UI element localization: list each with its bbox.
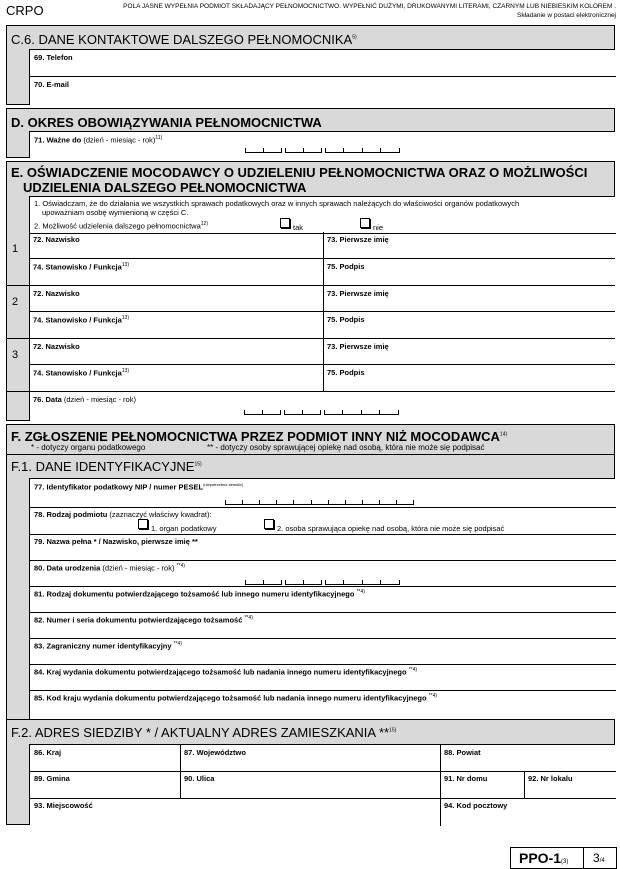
section-f2: [6, 719, 615, 825]
note-tax-authority: * - dotyczy organu podatkowego: [31, 443, 146, 452]
section-d-title: D. OKRES OBOWIĄZYWANIA PEŁNOMOCNICTWA: [11, 115, 322, 130]
field-72-surname-2[interactable]: 72. Nazwisko: [33, 289, 80, 298]
field-84-issuing-country[interactable]: 84. Kraj wydania dokumentu potwierdzającego tożsamość lub nadania innego numeru identyfikacyjnego $^{**4)}$: [34, 667, 418, 677]
form-code: CRPO: [6, 3, 44, 18]
form-instructions: [123, 2, 616, 20]
checkbox-no-label: nie: [373, 223, 384, 232]
instruction-line-2: Składanie w postaci elektronicznej: [517, 12, 616, 19]
date-month-76[interactable]: [284, 408, 321, 415]
field-93-city[interactable]: 93. Miejscowość: [34, 801, 93, 810]
page-number-box: [583, 847, 617, 869]
checkbox-guardian[interactable]: [264, 519, 274, 529]
section-c6: [6, 25, 615, 105]
field-75-signature-2[interactable]: 75. Podpis: [327, 315, 365, 324]
field-74-position-1[interactable]: 74. Stanowisko / Funkcja$^{13)}$: [33, 262, 130, 272]
field-85-country-code[interactable]: 85. Kod kraju wydania dokumentu potwierdzającego tożsamość lub nadania innego numeru identyfikacyjnego $^{**4)}$: [34, 693, 438, 703]
signer-row-1-number: 1: [12, 243, 19, 255]
field-69-phone[interactable]: 69. Telefon: [34, 53, 73, 62]
date-month-80[interactable]: [285, 578, 322, 585]
d-fields: [29, 131, 615, 158]
section-d: [6, 108, 615, 158]
field-83-foreign-id[interactable]: 83. Zagraniczny numer identyfikacyjny $^{**4)}$: [34, 641, 182, 651]
declaration-line-2: upoważniam osobę wymienioną w części C.: [42, 208, 189, 217]
date-month-71[interactable]: [285, 146, 322, 153]
field-72-surname-3[interactable]: 72. Nazwisko: [33, 342, 80, 351]
date-day-71[interactable]: [245, 146, 282, 153]
field-82-document-number[interactable]: 82. Numer i seria dokumentu potwierdzającego tożsamość $^{**4)}$: [34, 615, 253, 625]
field-74-position-2[interactable]: 74. Stanowisko / Funkcja$^{13)}$: [33, 315, 130, 325]
checkbox-tax-authority-label: 1. organ podatkowy: [151, 524, 217, 533]
checkbox-guardian-label: 2. osoba sprawująca opiekę nad osobą, która nie może się podpisać: [277, 524, 505, 533]
section-f1-title: F.1. DANE IDENTYFIKACYJNE$^{15)}$: [11, 459, 202, 474]
date-day-76[interactable]: [244, 408, 281, 415]
field-73-first-name-3[interactable]: 73. Pierwsze imię: [327, 342, 389, 351]
date-year-80[interactable]: [325, 578, 400, 585]
c6-fields: [29, 49, 615, 105]
field-92-apartment-number[interactable]: 92. Nr lokalu: [528, 774, 573, 783]
page-number: 3/4: [593, 851, 605, 865]
f2-fields: [29, 744, 615, 825]
checkbox-yes-label: tak: [293, 223, 304, 232]
signer-row-2-number: 2: [12, 296, 19, 308]
field-88-county[interactable]: 88. Powiat: [444, 748, 481, 757]
field-76-row: [29, 392, 615, 420]
field-94-postal-code[interactable]: 94. Kod pocztowy: [444, 801, 508, 810]
field-77-nip-pesel[interactable]: 77. Identyfikator podatkowy NIP / numer $PESEL^{(niepotrzebne skreślić)}$: [34, 482, 244, 492]
field-70-email[interactable]: 70. E-mail: [34, 80, 70, 89]
field-86-country[interactable]: 86. Kraj: [34, 748, 62, 757]
field-74-position-3[interactable]: 74. Stanowisko / Funkcja$^{13)}$: [33, 368, 130, 378]
section-f2-title: F.2. ADRES SIEDZIBY * / AKTUALNY ADRES ZAMIESZKANIA **$^{15)}$: [11, 725, 397, 740]
date-year-71[interactable]: [325, 146, 400, 153]
field-79-full-name[interactable]: 79. Nazwa pełna * / Nazwisko, pierwsze imię **: [34, 537, 198, 546]
date-year-76[interactable]: [324, 408, 399, 415]
checkbox-yes[interactable]: [280, 218, 290, 228]
field-73-first-name-1[interactable]: 73. Pierwsze imię: [327, 235, 389, 244]
signer-table: [29, 232, 615, 391]
section-f-title: F. ZGŁOSZENIE PEŁNOMOCNICTWA PRZEZ PODMIOT INNY NIŻ MOCODAWCA$^{14)}$: [11, 429, 508, 444]
field-71-valid-until[interactable]: 71. Ważne do (dzień - miesiąc - rok)$^{11)}$: [34, 135, 163, 145]
field-91-house-number[interactable]: 91. Nr domu: [444, 774, 488, 783]
nip-pesel-boxes[interactable]: [225, 498, 414, 505]
f1-fields: [29, 478, 615, 720]
checkbox-tax-authority[interactable]: [138, 519, 148, 529]
field-75-signature-3[interactable]: 75. Podpis: [327, 368, 365, 377]
field-78-entity-type: 78. Rodzaj podmiotu (zaznaczyć właściwy kwadrat):: [34, 510, 212, 519]
field-72-surname-1[interactable]: 72. Nazwisko: [33, 235, 80, 244]
form-version-box: [510, 847, 585, 869]
field-80-birth-date[interactable]: 80. Data urodzenia (dzień - miesiąc - rok) $^{**4)}$: [34, 563, 185, 573]
field-89-municipality[interactable]: 89. Gmina: [34, 774, 70, 783]
declaration-line-1: 1. Oświadczam, że do działania we wszystkich sprawach podatkowych oraz w innych sprawach należących do właściwości organów podatkowych: [34, 199, 520, 208]
declaration-further-authorization: 2. Możliwość udzielenia dalszego pełnomocnictwa$^{12)}$: [34, 221, 208, 231]
field-90-street[interactable]: 90. Ulica: [184, 774, 215, 783]
section-e-title: E. OŚWIADCZENIE MOCODAWCY O UDZIELENIU PEŁNOMOCNICTWA ORAZ O MOŻLIWOŚCI UDZIELENIA DALSZEGO PEŁNOMOCNICTWA: [11, 165, 588, 195]
field-73-first-name-2[interactable]: 73. Pierwsze imię: [327, 289, 389, 298]
form-version: PPO-1(3): [519, 850, 569, 866]
field-87-voivodeship[interactable]: 87. Województwo: [184, 748, 246, 757]
checkbox-no[interactable]: [360, 218, 370, 228]
signer-row-3-number: 3: [12, 349, 19, 361]
date-day-80[interactable]: [245, 578, 282, 585]
note-guardian: ** - dotyczy osoby sprawującej opiekę nad osobą, która nie może się podpisać: [207, 443, 485, 452]
section-f: [6, 424, 615, 720]
section-c6-title: C.6. DANE KONTAKTOWE DALSZEGO PEŁNOMOCNIKA$^{5)}$: [11, 32, 357, 47]
field-81-document-type[interactable]: 81. Rodzaj dokumentu potwierdzającego tożsamość lub innego numeru identyfikacyjnego $^{**4)}$: [34, 589, 365, 599]
field-76-date[interactable]: 76. Data (dzień - miesiąc - rok): [33, 395, 136, 404]
field-75-signature-1[interactable]: 75. Podpis: [327, 262, 365, 271]
instruction-line-1: POLA JASNE WYPEŁNIA PODMIOT SKŁADAJĄCY PEŁNOMOCNICTWO. WYPEŁNIĆ DUŻYMI, DRUKOWANYMI LITERAMI, CZARNYM LUB NIEBIESKIM KOLOREM .: [123, 3, 616, 10]
